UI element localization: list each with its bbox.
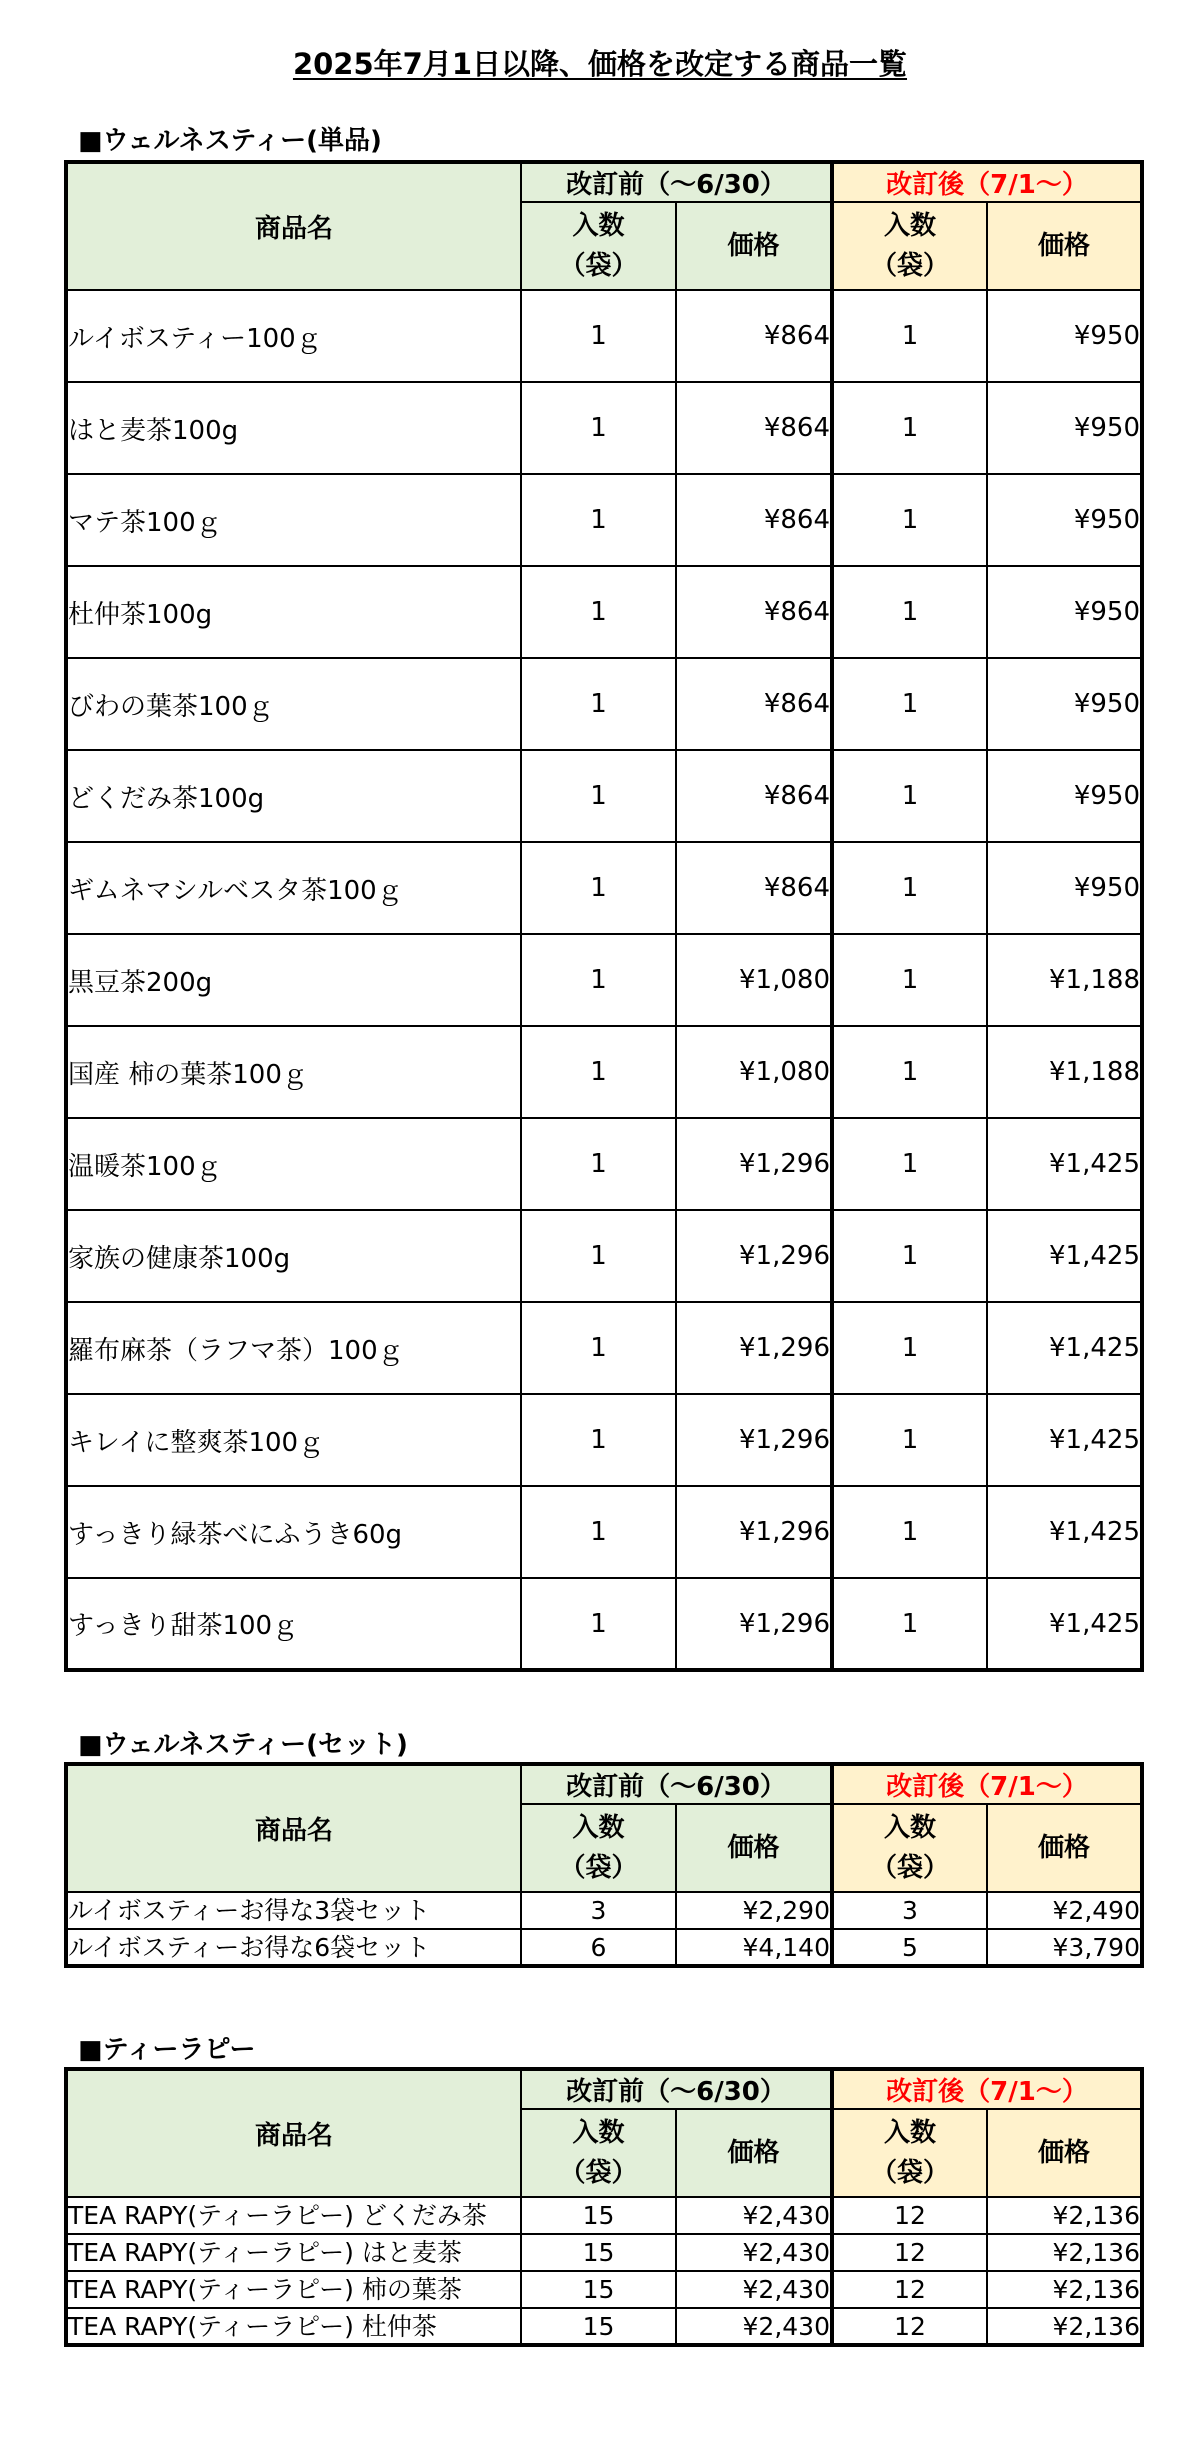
product-name-cell: キレイに整爽茶100ｇ (66, 1394, 521, 1486)
table-row (66, 290, 1142, 382)
table-row (66, 2271, 1142, 2308)
product-name-cell: マテ茶100ｇ (66, 474, 521, 566)
price-before-cell: ¥2,430 (676, 2197, 832, 2234)
qty-before-cell: 1 (521, 382, 676, 474)
product-name-cell: はと麦茶100g (66, 382, 521, 474)
price-table-tearapy (64, 2067, 1144, 2347)
price-before-cell: ¥864 (676, 290, 832, 382)
product-name-cell: TEA RAPY(ティーラピー) どくだみ茶 (66, 2197, 521, 2234)
qty-after-cell: 1 (832, 382, 987, 474)
qty-after-cell: 12 (832, 2197, 987, 2234)
table-row (66, 934, 1142, 1026)
table-row (66, 1892, 1142, 1929)
table-row (66, 1394, 1142, 1486)
header-price-after: 価格 (987, 1804, 1142, 1892)
price-before-cell: ¥4,140 (676, 1929, 832, 1966)
qty-after-cell: 1 (832, 1486, 987, 1578)
header-product-name: 商品名 (66, 1764, 521, 1892)
page-title: 2025年7月1日以降、価格を改定する商品一覧 (292, 47, 908, 81)
qty-before-cell: 1 (521, 750, 676, 842)
qty-before-cell: 1 (521, 566, 676, 658)
header-qty-after: 入数 （袋） (832, 1804, 987, 1892)
price-after-cell: ¥1,425 (987, 1394, 1142, 1486)
qty-before-cell: 1 (521, 934, 676, 1026)
qty-after-cell: 1 (832, 290, 987, 382)
qty-after-cell: 1 (832, 1578, 987, 1670)
table-row (66, 750, 1142, 842)
price-before-cell: ¥2,430 (676, 2234, 832, 2271)
qty-after-cell: 1 (832, 934, 987, 1026)
header-qty-before: 入数 （袋） (521, 2109, 676, 2197)
header-before: 改訂前（～6/30） (521, 162, 832, 202)
product-name-cell: TEA RAPY(ティーラピー) 柿の葉茶 (66, 2271, 521, 2308)
price-after-cell: ¥950 (987, 658, 1142, 750)
product-name-cell: 温暖茶100ｇ (66, 1118, 521, 1210)
qty-before-cell: 1 (521, 1578, 676, 1670)
table-row (66, 1210, 1142, 1302)
price-after-cell: ¥1,425 (987, 1118, 1142, 1210)
price-after-cell: ¥1,425 (987, 1486, 1142, 1578)
table-row (66, 1578, 1142, 1670)
price-before-cell: ¥864 (676, 382, 832, 474)
table-row (66, 842, 1142, 934)
qty-before-cell: 6 (521, 1929, 676, 1966)
qty-before-cell: 15 (521, 2197, 676, 2234)
price-table-set (64, 1762, 1144, 1968)
header-qty-before: 入数 （袋） (521, 202, 676, 290)
qty-after-cell: 1 (832, 1026, 987, 1118)
qty-before-cell: 1 (521, 1394, 676, 1486)
table-row (66, 1486, 1142, 1578)
qty-before-cell: 1 (521, 1486, 676, 1578)
header-product-name: 商品名 (66, 2069, 521, 2197)
table-row (66, 474, 1142, 566)
price-before-cell: ¥1,296 (676, 1118, 832, 1210)
header-qty-after: 入数 （袋） (832, 202, 987, 290)
qty-before-cell: 1 (521, 290, 676, 382)
qty-before-cell: 1 (521, 1210, 676, 1302)
qty-after-cell: 1 (832, 1302, 987, 1394)
product-name-cell: 杜仲茶100g (66, 566, 521, 658)
section-title-set: ■ウェルネスティー(セット) (78, 1730, 408, 1760)
header-price-before: 価格 (676, 2109, 832, 2197)
price-before-cell: ¥2,430 (676, 2308, 832, 2345)
price-after-cell: ¥1,188 (987, 934, 1142, 1026)
product-name-cell: ギムネマシルベスタ茶100ｇ (66, 842, 521, 934)
table-row (66, 1929, 1142, 1966)
header-after: 改訂後（7/1～） (832, 162, 1142, 202)
price-before-cell: ¥864 (676, 842, 832, 934)
table-row (66, 1302, 1142, 1394)
qty-before-cell: 15 (521, 2234, 676, 2271)
price-before-cell: ¥864 (676, 658, 832, 750)
qty-before-cell: 15 (521, 2271, 676, 2308)
header-before: 改訂前（～6/30） (521, 1764, 832, 1804)
price-after-cell: ¥2,136 (987, 2271, 1142, 2308)
price-after-cell: ¥950 (987, 474, 1142, 566)
table-row (66, 1026, 1142, 1118)
price-after-cell: ¥1,425 (987, 1210, 1142, 1302)
qty-after-cell: 3 (832, 1892, 987, 1929)
price-after-cell: ¥2,136 (987, 2234, 1142, 2271)
price-before-cell: ¥1,080 (676, 1026, 832, 1118)
qty-before-cell: 1 (521, 1302, 676, 1394)
product-name-cell: ルイボスティーお得な6袋セット (66, 1929, 521, 1966)
table-row (66, 382, 1142, 474)
qty-after-cell: 12 (832, 2271, 987, 2308)
price-after-cell: ¥1,425 (987, 1578, 1142, 1670)
product-name-cell: 家族の健康茶100g (66, 1210, 521, 1302)
product-name-cell: TEA RAPY(ティーラピー) はと麦茶 (66, 2234, 521, 2271)
qty-after-cell: 1 (832, 750, 987, 842)
price-before-cell: ¥1,296 (676, 1578, 832, 1670)
header-price-after: 価格 (987, 202, 1142, 290)
qty-after-cell: 1 (832, 842, 987, 934)
product-name-cell: 国産 柿の葉茶100ｇ (66, 1026, 521, 1118)
header-product-name: 商品名 (66, 162, 521, 290)
price-after-cell: ¥2,136 (987, 2197, 1142, 2234)
price-after-cell: ¥950 (987, 290, 1142, 382)
table-row (66, 1118, 1142, 1210)
qty-before-cell: 1 (521, 474, 676, 566)
product-name-cell: ルイボスティーお得な3袋セット (66, 1892, 521, 1929)
price-before-cell: ¥1,296 (676, 1394, 832, 1486)
price-before-cell: ¥864 (676, 474, 832, 566)
price-before-cell: ¥1,296 (676, 1486, 832, 1578)
price-after-cell: ¥950 (987, 750, 1142, 842)
table-row (66, 658, 1142, 750)
header-qty-after: 入数 （袋） (832, 2109, 987, 2197)
price-after-cell: ¥950 (987, 566, 1142, 658)
table-row (66, 2308, 1142, 2345)
qty-before-cell: 1 (521, 842, 676, 934)
price-before-cell: ¥864 (676, 566, 832, 658)
price-table-single (64, 160, 1144, 1672)
qty-before-cell: 3 (521, 1892, 676, 1929)
price-before-cell: ¥1,296 (676, 1210, 832, 1302)
price-before-cell: ¥2,430 (676, 2271, 832, 2308)
section-title-tearapy: ■ティーラピー (78, 2035, 256, 2065)
product-name-cell: びわの葉茶100ｇ (66, 658, 521, 750)
price-before-cell: ¥1,296 (676, 1302, 832, 1394)
qty-after-cell: 1 (832, 658, 987, 750)
section-title-single: ■ウェルネスティー(単品) (78, 126, 382, 156)
qty-after-cell: 1 (832, 1210, 987, 1302)
header-price-before: 価格 (676, 202, 832, 290)
header-after: 改訂後（7/1～） (832, 1764, 1142, 1804)
product-name-cell: すっきり甜茶100ｇ (66, 1578, 521, 1670)
header-price-after: 価格 (987, 2109, 1142, 2197)
header-before: 改訂前（～6/30） (521, 2069, 832, 2109)
qty-after-cell: 1 (832, 566, 987, 658)
table-row (66, 566, 1142, 658)
header-price-before: 価格 (676, 1804, 832, 1892)
product-name-cell: 黒豆茶200g (66, 934, 521, 1026)
qty-after-cell: 12 (832, 2234, 987, 2271)
price-before-cell: ¥1,080 (676, 934, 832, 1026)
table-row (66, 2234, 1142, 2271)
product-name-cell: どくだみ茶100g (66, 750, 521, 842)
price-after-cell: ¥1,188 (987, 1026, 1142, 1118)
product-name-cell: ルイボスティー100ｇ (66, 290, 521, 382)
product-name-cell: TEA RAPY(ティーラピー) 杜仲茶 (66, 2308, 521, 2345)
price-after-cell: ¥1,425 (987, 1302, 1142, 1394)
qty-after-cell: 1 (832, 1394, 987, 1486)
qty-before-cell: 1 (521, 658, 676, 750)
price-after-cell: ¥2,490 (987, 1892, 1142, 1929)
qty-before-cell: 1 (521, 1026, 676, 1118)
table-row (66, 2197, 1142, 2234)
qty-after-cell: 1 (832, 474, 987, 566)
price-after-cell: ¥950 (987, 842, 1142, 934)
price-after-cell: ¥2,136 (987, 2308, 1142, 2345)
qty-after-cell: 5 (832, 1929, 987, 1966)
price-after-cell: ¥3,790 (987, 1929, 1142, 1966)
header-qty-before: 入数 （袋） (521, 1804, 676, 1892)
qty-after-cell: 1 (832, 1118, 987, 1210)
price-before-cell: ¥864 (676, 750, 832, 842)
product-name-cell: 羅布麻茶（ラフマ茶）100ｇ (66, 1302, 521, 1394)
price-before-cell: ¥2,290 (676, 1892, 832, 1929)
qty-after-cell: 12 (832, 2308, 987, 2345)
qty-before-cell: 1 (521, 1118, 676, 1210)
qty-before-cell: 15 (521, 2308, 676, 2345)
price-after-cell: ¥950 (987, 382, 1142, 474)
header-after: 改訂後（7/1～） (832, 2069, 1142, 2109)
product-name-cell: すっきり緑茶べにふうき60g (66, 1486, 521, 1578)
